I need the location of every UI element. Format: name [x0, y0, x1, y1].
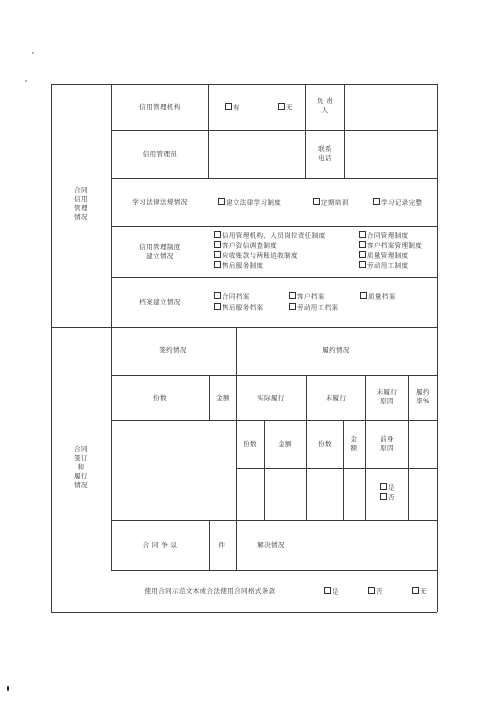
checkbox[interactable] — [380, 483, 387, 490]
person-in-charge-label: 负 责 人 — [316, 97, 334, 114]
signing-header: 签约情况 — [159, 346, 187, 354]
checkbox[interactable] — [214, 251, 221, 258]
contact-phone-label: 联系 电话 — [318, 145, 332, 162]
model-contract-label: 使用合同示范文本或合法使用合同格式条款 — [144, 587, 276, 595]
actual-performance-header: 实际履行 — [257, 394, 285, 402]
grid-line — [344, 84, 345, 178]
amount-header: 金额 — [216, 394, 230, 402]
unperformed-count-header: 份数 — [318, 440, 332, 448]
section-label-contract: 合同 签订 和 履行 情况 — [74, 445, 88, 489]
checkbox[interactable] — [214, 241, 221, 248]
checkbox[interactable] — [218, 198, 225, 205]
archive-opt-5[interactable]: 劳动用工档案 — [289, 303, 338, 312]
credit-org-label: 信用管理机构 — [139, 103, 181, 111]
grid-line — [208, 84, 209, 178]
checkbox[interactable] — [359, 231, 366, 238]
grid-line — [408, 375, 409, 520]
grid-line — [264, 420, 265, 520]
checkbox[interactable] — [278, 103, 285, 110]
checkbox[interactable] — [373, 198, 380, 205]
grid-line — [209, 375, 210, 420]
grid-line — [306, 375, 307, 520]
unperformed-amount-header: 金 额 — [350, 435, 358, 452]
contract-dispute-label: 合 同 争 议 — [142, 541, 178, 549]
checkbox[interactable] — [214, 261, 221, 268]
law-study-opt-2[interactable]: 定期培训 — [313, 198, 349, 207]
system-right-4[interactable]: 劳动用工制度 — [359, 261, 408, 270]
not-performed-reason-header: 未履行 原因 — [376, 388, 398, 405]
law-study-label: 学习法律法规情况 — [132, 198, 188, 206]
system-right-1[interactable]: 合同管理制度 — [359, 231, 408, 240]
model-contract-yes[interactable]: 是 — [324, 587, 339, 596]
section-divider — [51, 327, 437, 328]
grid-line — [111, 277, 437, 278]
system-left-4[interactable]: 售后服务制度 — [214, 261, 263, 270]
piece-label: 件 — [218, 541, 226, 549]
system-left-3[interactable]: 应收账款与两账追收制度 — [214, 251, 298, 260]
archive-opt-2[interactable]: 客户档案 — [289, 292, 325, 301]
model-contract-no[interactable]: 否 — [368, 587, 383, 596]
checkbox[interactable] — [360, 292, 367, 299]
grid-line — [343, 420, 344, 520]
checkbox[interactable] — [380, 493, 387, 500]
checkbox[interactable] — [289, 292, 296, 299]
checkbox[interactable] — [313, 198, 320, 205]
model-contract-none[interactable]: 无 — [412, 587, 427, 596]
performance-rate-header: 履约 率% — [416, 388, 430, 405]
credit-officer-label: 信用管理员 — [142, 150, 178, 158]
checkbox[interactable] — [289, 303, 296, 310]
grid-line — [111, 520, 437, 521]
not-performed-header: 未履行 — [325, 394, 347, 402]
checkbox[interactable] — [359, 261, 366, 268]
credit-org-no[interactable]: 无 — [278, 103, 293, 112]
dispute-no[interactable]: 否 — [380, 493, 395, 502]
grid-line — [305, 84, 306, 178]
count-header: 份数 — [153, 394, 167, 402]
archive-opt-1[interactable]: 合同档案 — [214, 292, 250, 301]
table-border — [51, 612, 437, 613]
resolution-label: 解决情况 — [257, 541, 285, 549]
performance-header: 履约情况 — [322, 346, 350, 354]
archive-label: 档案建立情况 — [139, 298, 181, 306]
credit-org-yes[interactable]: 有 — [225, 103, 240, 112]
system-right-3[interactable]: 质量管理制度 — [359, 251, 408, 260]
checkbox[interactable] — [225, 103, 232, 110]
scan-mark — [25, 80, 27, 82]
scan-mark — [32, 52, 34, 54]
law-study-opt-1[interactable]: 建立法律学习制度 — [218, 198, 281, 207]
grid-line — [236, 468, 437, 469]
system-left-2[interactable]: 客户资信调查制度 — [214, 241, 277, 250]
checkbox[interactable] — [214, 303, 221, 310]
archive-opt-4[interactable]: 售后服务档案 — [214, 303, 263, 312]
grid-line — [236, 375, 237, 570]
grid-line — [111, 130, 437, 131]
grid-line — [111, 178, 437, 179]
table-border — [51, 84, 437, 85]
grid-line — [111, 226, 437, 227]
dispute-reason-header: 前身 原因 — [380, 435, 394, 452]
table-border — [437, 84, 438, 612]
system-label: 信用管理制度 建立情况 — [139, 243, 181, 260]
checkbox[interactable] — [214, 292, 221, 299]
grid-line — [111, 375, 437, 376]
grid-line — [236, 327, 237, 375]
grid-line — [111, 420, 437, 421]
checkbox[interactable] — [324, 587, 331, 594]
grid-line — [365, 375, 366, 520]
law-study-opt-3[interactable]: 学习记录完整 — [373, 198, 422, 207]
grid-line — [111, 570, 437, 571]
section-label-credit: 合同 信用 管理 情况 — [74, 186, 88, 221]
checkbox[interactable] — [412, 587, 419, 594]
scan-mark — [7, 686, 9, 691]
checkbox[interactable] — [214, 231, 221, 238]
grid-line — [209, 520, 210, 570]
system-left-1[interactable]: 信用管理机构、人员岗位责任制度 — [214, 231, 326, 240]
actual-amount-header: 金额 — [278, 440, 292, 448]
system-right-2[interactable]: 客户档案管理制度 — [359, 241, 422, 250]
checkbox[interactable] — [359, 251, 366, 258]
checkbox[interactable] — [368, 587, 375, 594]
checkbox[interactable] — [359, 241, 366, 248]
archive-opt-3[interactable]: 质量档案 — [360, 292, 396, 301]
table-border — [51, 84, 52, 612]
actual-count-header: 份数 — [243, 440, 257, 448]
dispute-yes[interactable]: 是 — [380, 483, 395, 492]
